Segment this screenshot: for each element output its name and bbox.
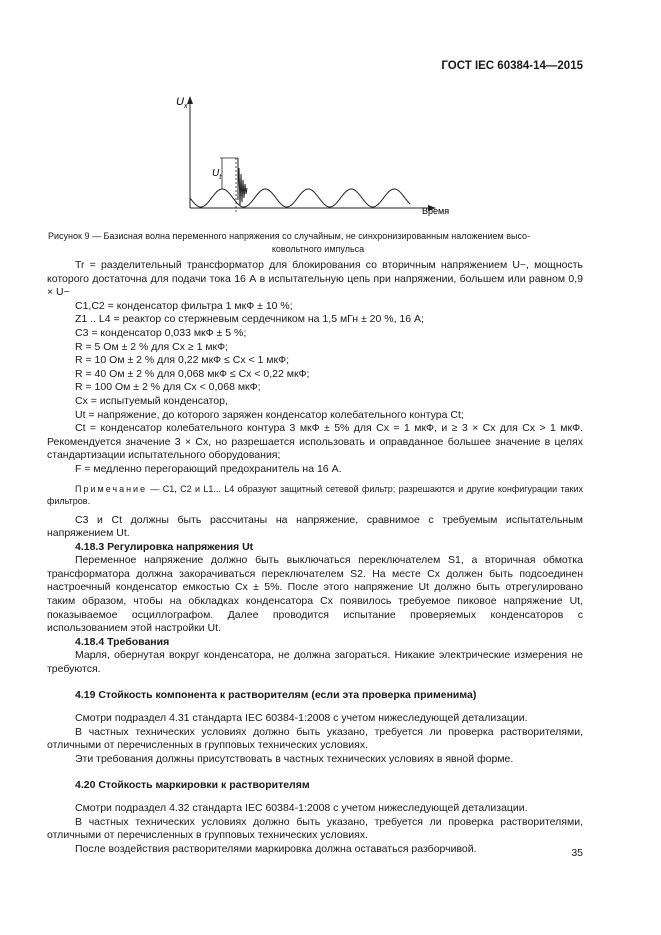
section-4-19-p3: Эти требования должны присутствовать в частных технических условиях в явной форме. — [75, 753, 514, 765]
ut-label: $U_t$ — [212, 168, 222, 181]
section-4-18-3-title: 4.18.3 Регулировка напряжения Ut — [75, 540, 254, 553]
y-axis-label: $U_x$ — [176, 96, 188, 110]
section-4-20-p2: В частных технических условиях должно быть указано, требуется ли проверка растворителями, отличными от перечисленных в групповых технических условиях. — [47, 815, 583, 842]
document-header: ГОСТ IEC 60384-14—2015 — [441, 60, 583, 72]
para-c1c2: C1,C2 = конденсатор фильтра 1 мкФ ± 10 %; — [75, 299, 293, 312]
sine-wave — [190, 189, 410, 207]
para-c3-ct: C3 и Ct должны быть рассчитаны на напряжение, сравнимое с требуемым испытательным напряжением Ut. — [47, 513, 583, 540]
caption-line-1: Рисунок 9 — Базисная волна переменного напряжения со случайным, не синхронизированным наложением высо- — [48, 231, 531, 241]
note — [47, 483, 583, 508]
section-4-18-3-text: Переменное напряжение должно быть выключаться переключателем S1, а вторичная обмотка трансформатора должна закорачиваться переключателем S2. На месте Cx должен быть подсоединен настроечный конденсатор емкостью Cx ± 5%. После этого напряжение Ut должно быть отрегулировано таким образом, чтобы на обкладках конденсатора Cx появилось требуемое пиковое напряжение Ut, показываемое осциллографом. Далее проводится испытание проверяемых конденсаторов с использованием этой настройки Ut. — [47, 554, 583, 635]
section-4-19-title: 4.19 Стойкость компонента к растворителям (если эта проверка применима) — [75, 688, 477, 701]
impulse-burst — [238, 168, 247, 206]
para-tr: Tr = разделительный трансформатор для блокирования со вторичным напряжением U~, мощность которого достаточна для подачи тока 16 А в испытательную цепь при напряжении, большем или равном 0,9 × U~ — [47, 259, 583, 299]
page-number: 35 — [571, 847, 583, 859]
caption-line-2: ковольтного импульса — [271, 243, 365, 254]
section-4-18-4-title: 4.18.4 Требования — [75, 635, 170, 648]
section-4-20-p1: Смотри подраздел 4.32 стандарта IEC 60384-1:2008 с учетом нижеследующей детализации. — [75, 802, 528, 815]
waveform-figure — [170, 88, 470, 223]
para-cx: Cx = испытуемый конденсатор, — [75, 394, 228, 407]
y-axis-arrow — [187, 96, 193, 104]
para-r100: R = 100 Ом ± 2 % для Cx < 0,068 мкФ; — [75, 381, 261, 394]
para-ut: Ut = напряжение, до которого заряжен конденсатор колебательного контура Ct; — [75, 408, 464, 421]
x-axis-label: Время — [422, 206, 450, 216]
section-4-19-p2: В частных технических условиях должно быть указано, требуется ли проверка растворителями, отличными от перечисленных в групповых технических условиях. — [47, 725, 583, 752]
section-4-20-p3: После воздействия растворителями маркировка должна оставаться разборчивой. — [75, 842, 477, 855]
para-r40: R = 40 Ом ± 2 % для 0,068 мкФ ≤ Cx < 0,22 мкФ; — [75, 367, 310, 380]
main-body — [47, 259, 583, 857]
para-c3: C3 = конденсатор 0,033 мкФ ± 5 %; — [75, 326, 247, 339]
section-4-20-title: 4.20 Стойкость маркировки к растворителям — [75, 778, 310, 791]
figure-caption — [48, 230, 588, 255]
note-text: — C1, C2 и L1... L4 образуют защитный сетевой фильтр; разрешаются и другие конфигурации таких фильтров. — [47, 483, 583, 506]
para-r10: R = 10 Ом ± 2 % для 0,22 мкФ ≤ Cx < 1 мкФ; — [75, 354, 290, 367]
para-z1l4: Z1 .. L4 = реактор со стержневым сердечником на 1,5 мГн ± 20 %, 16 А; — [75, 313, 424, 326]
para-r5: R = 5 Ом ± 2 % для Cx ≥ 1 мкФ; — [75, 340, 229, 353]
section-4-18-4-text: Марля, обернутая вокруг конденсатора, не должна загораться. Никакие электрические измерения не требуются. — [47, 649, 583, 676]
para-f: F = медленно перегорающий предохранитель на 16 А. — [75, 462, 342, 475]
note-label: Примечание — [75, 483, 148, 494]
section-4-19-p1: Смотри подраздел 4.31 стандарта IEC 60384-1:2008 с учетом нижеследующей детализации. — [75, 712, 528, 725]
para-ct: Ct = конденсатор колебательного контура 3 мкФ ± 5% для Cx = 1 мкФ, и ≥ 3 × Cx для Cx > 1 мкФ. Рекомендуется значение 3 × Cx, но разрешается использовать и оправданное большее значение в целях стандартизации испытательного оборудования; — [47, 422, 583, 462]
